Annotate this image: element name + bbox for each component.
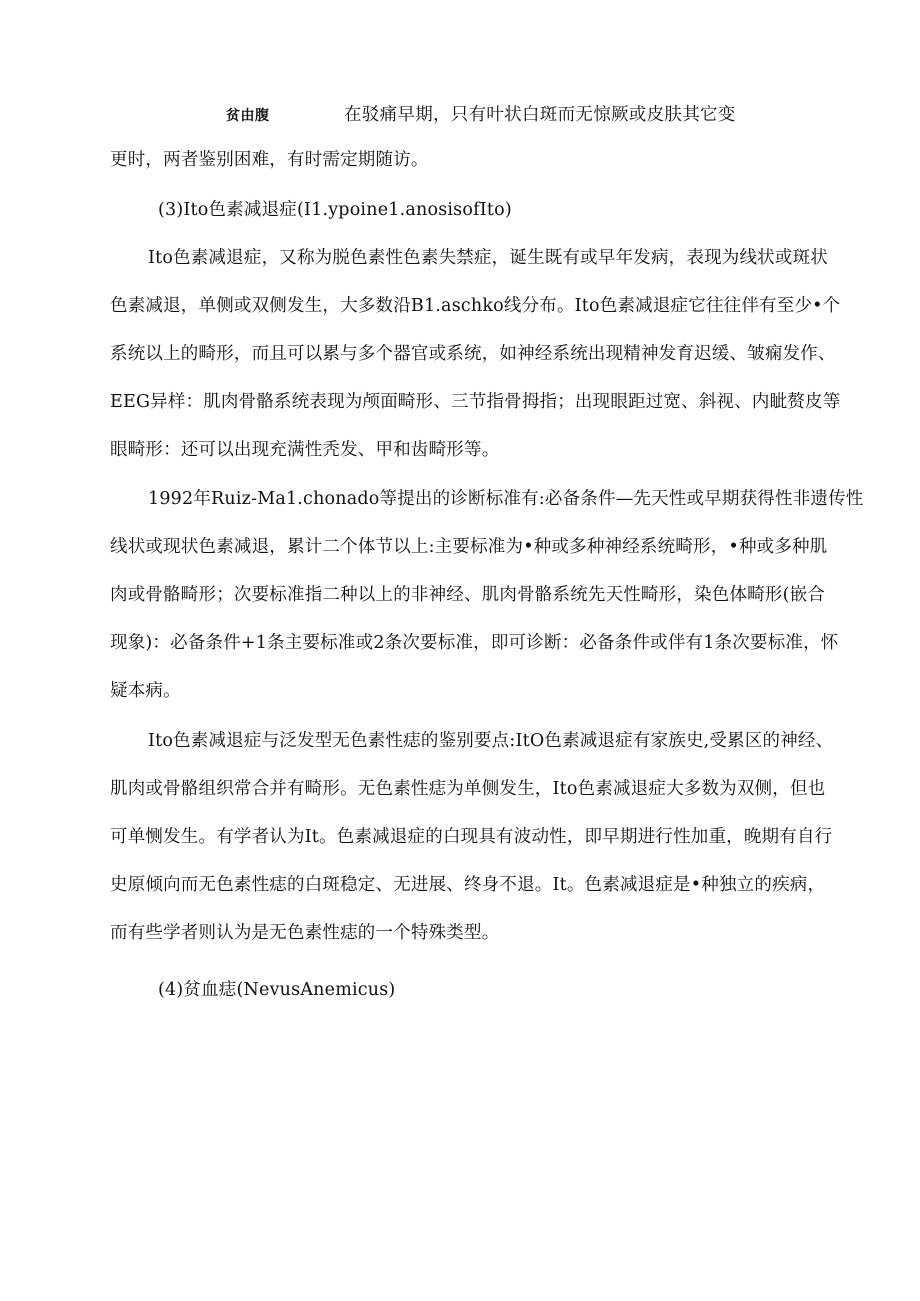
section-heading-3: (3)Ito色素减退症(I1.ypoine1.anosisofIto) [158,200,512,220]
text-line: 线状或现状色素减退，累计二个体节以上:主要标准为•种或多种神经系统畸形，•种或多种肌 [110,537,828,557]
text-line: 更时，两者鉴别困难，有时需定期随访。 [110,150,429,170]
text-line: Ito色素减退症，又称为脱色素性色素失禁症，诞生既有或早年发病，表现为线状或斑状 [148,248,828,268]
text-line: 疑本病。 [110,681,181,701]
text-line: 1992年Ruiz-Ma1.chonado等提出的诊断标准有:必备条件—先天性或早期获得性非遗传性 [148,489,864,509]
text-line: 而有些学者则认为是无色素性痣的一个特殊类型。 [110,923,500,943]
section-heading-4: (4)贫血痣(NevusAnemicus) [158,980,396,1000]
text-line: Ito色素减退症与泛发型无色素性痣的鉴别要点:ItO色素减退症有家族史,受累区的神经、 [148,731,834,751]
text-line: 肉或骨骼畸形；次要标准指二种以上的非神经、肌肉骨骼系统先天性畸形，染色体畸形(嵌合 [110,585,826,605]
text-line: 肌肉或骨骼组织常合并有畸形。无色素性痣为单侧发生，Ito色素减退症大多数为双侧，但也 [110,779,826,799]
text-line: 现象)：必备条件+1条主要标准或2条次要标准，即可诊断：必备条件或伴有1条次要标准，怀 [110,633,839,653]
text-line: 史原倾向而无色素性痣的白斑稳定、无进展、终身不退。It。色素减退症是•种独立的疾病， [110,875,826,895]
text-line: EEG异样：肌肉骨骼系统表现为颅面畸形、三节指骨拇指；出现眼距过宽、斜视、内眦赘皮等 [110,392,841,412]
fragment-label: 贫由腹 [226,108,270,124]
text-line: 眼畸形：还可以出现充满性秃发、甲和齿畸形等。 [110,440,500,460]
text-line: 色素减退，单侧或双侧发生，大多数沿B1.aschko线分布。Ito色素减退症它往往伴有至少•个 [110,296,841,316]
fragment-text: 在驳痛早期，只有叶状白斑而无惊厥或皮肤其它变 [344,105,736,125]
text-line: 可单恻发生。有学者认为It。色素减退症的白现具有波动性，即早期进行性加重，晚期有自行 [110,827,833,847]
text-line: 系统以上的畸形，而且可以累与多个器官或系统，如神经系统出现精神发育迟缓、皱痫发作、 [110,344,836,364]
